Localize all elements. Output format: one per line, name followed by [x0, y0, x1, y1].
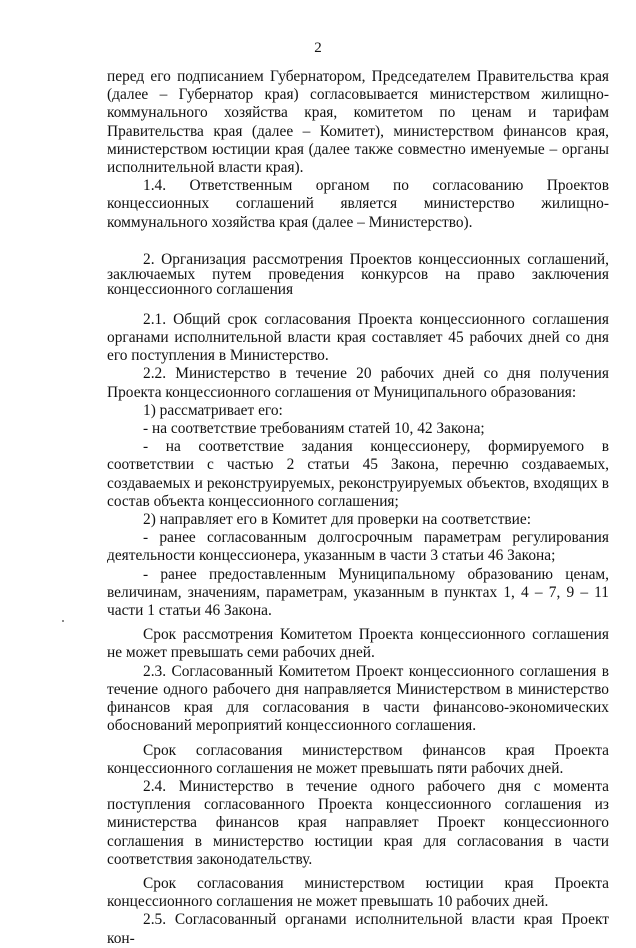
paragraph-2-1: 2.1. Общий срок согласования Проекта концессионного соглашения органами исполнительной власти края составляет 45 рабочих дней со дня его поступления в Министерство. [107, 310, 609, 365]
list-subitem: - на соответствие требованиям статей 10, 42 Закона; [143, 420, 485, 438]
document-body [107, 68, 609, 948]
paragraph-1-4: 1.4. Ответственным органом по согласованию Проектов концессионных соглашений является министерство жилищно-коммунального хозяйства края (далее – Министерство). [107, 177, 609, 231]
paragraph-2-3: 2.3. Согласованный Комитетом Проект концессионного соглашения в течение одного рабочего дня направляется Министерством в министерство финансов края для согласования в части финансово-экономических обоснований мероприятий концессионного соглашения. [107, 662, 609, 735]
paragraph-2-4: 2.4. Министерство в течение одного рабочего дня с момента поступления согласованного Проекта концессионного соглашения из министерства финансов края направляет Проект концессионного соглашения в министерство юстиции края для согласования в части соответствия законодательству. [107, 777, 609, 868]
list-item-2: 2) направляет его в Комитет для проверки на соответствие: [143, 511, 532, 529]
paragraph-term-committee: Срок рассмотрения Комитетом Проекта концессионного соглашения не может превышать семи рабочих дней. [107, 626, 609, 662]
page-number: 2 [314, 40, 322, 56]
list-subitem: - ранее согласованным долгосрочным параметрам регулирования деятельности концессионера, указанным в части 3 статьи 46 Закона; [107, 529, 609, 565]
paragraph-term-finance: Срок согласования министерством финансов края Проекта концессионного соглашения не может превышать пяти рабочих дней. [107, 741, 609, 777]
list-subitem: - ранее предоставленным Муниципальному образованию ценам, величинам, значениям, параметрам, указанным в пунктах 1, 4 – 7, 9 – 11 части 1 статьи 46 Закона. [107, 565, 609, 620]
paragraph-2-2: 2.2. Министерство в течение 20 рабочих дней со дня получения Проекта концессионного соглашения от Муниципального образования: [107, 365, 609, 401]
paragraph-term-justice: Срок согласования министерством юстиции края Проекта концессионного соглашения не может превышать 10 рабочих дней. [107, 874, 609, 911]
list-item-1: 1) рассматривает его: [143, 401, 283, 419]
paragraph-2-5: 2.5. Согласованный органами исполнительной власти края Проект кон- [107, 911, 609, 947]
list-subitem: - на соответствие задания концессионеру, формируемого в соответствии с частью 2 статьи 45 Закона, перечню создаваемых, создаваемых и реконструируемых, реконструируемых объектов, входящих в состав объекта концессионного соглашения; [107, 438, 609, 510]
section-heading-2: 2. Организация рассмотрения Проектов концессионных соглашений, заключаемых путем проведения конкурсов на право заключения концессионного соглашения [107, 250, 609, 298]
scan-speck [62, 620, 64, 622]
paragraph-continuation: перед его подписанием Губернатором, Председателем Правительства края (далее – Губернатор края) согласовывается министерством жилищно-коммунального хозяйства края, комитетом по ценам и тарифам Правительства края (далее – Комитет), министерством финансов края, министерством юстиции края (далее также совместно именуемые – органы исполнительной власти края). [107, 68, 609, 177]
